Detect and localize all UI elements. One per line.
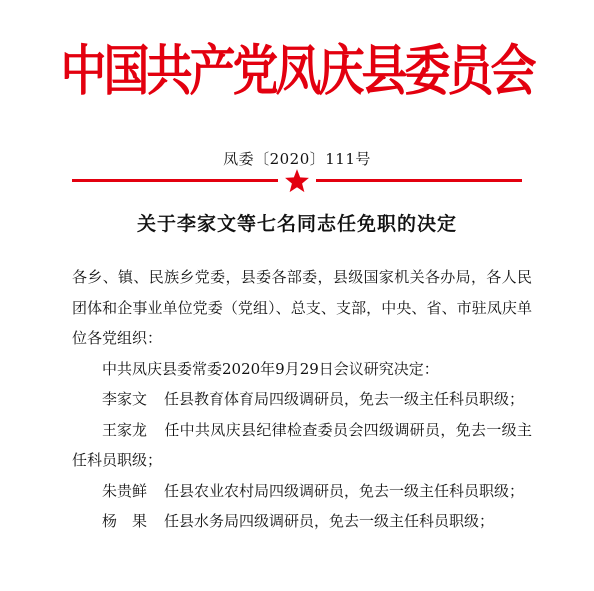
person-name: 杨 果 (102, 512, 148, 530)
appointment-text: 任县农业农村局四级调研员，免去一级主任科员职级； (164, 481, 525, 500)
appointment-item (72, 415, 532, 476)
appointment-item (72, 476, 532, 507)
appointment-item (72, 384, 532, 415)
person-name: 朱贵鲜 (102, 481, 148, 500)
red-divider-right (316, 179, 522, 182)
decision-intro: 中共凤庆县委常委2020年9月29日会议研究决定： (102, 359, 439, 378)
appointment-text: 任中共凤庆县纪律检查委员会四级调研员，免去一级主任科员职级； (72, 420, 532, 469)
document-body (72, 262, 532, 537)
appointment-text: 任县教育体育局四级调研员，免去一级主任科员职级； (164, 390, 525, 408)
document-title: 关于李家文等七名同志任免职的决定 (136, 213, 457, 235)
appointment-text: 任县水务局四级调研员，免去一级主任科员职级； (164, 512, 495, 530)
appointment-item (72, 506, 532, 537)
masthead-title: 中国共产党凤庆县委员会 (60, 38, 534, 103)
person-name: 李家文 (102, 390, 148, 408)
star-icon (284, 168, 310, 194)
person-name: 王家龙 (102, 420, 148, 439)
document-number: 凤委〔2020〕111号 (223, 150, 371, 168)
red-divider-left (72, 179, 278, 182)
recipients-paragraph: 各乡、镇、民族乡党委，县委各部委，县级国家机关各办局，各人民团体和企事业单位党委（党组）、总支、支部，中央、省、市驻凤庆单位各党组织： (72, 268, 532, 347)
